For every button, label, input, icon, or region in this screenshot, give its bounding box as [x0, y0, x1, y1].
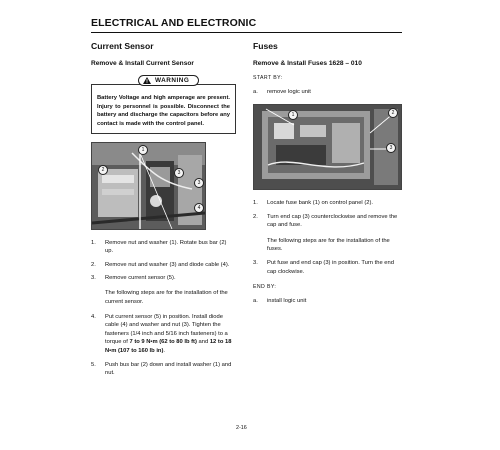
warning-text: Battery Voltage and high amperage are present. Injury to personnel is possible. Disconnect the battery and discharge the capacitors before any contact is made with the control panel. [91, 84, 236, 134]
step-number: 5. [91, 362, 96, 369]
step-text: remove logic unit [267, 89, 311, 95]
step-number: 1. [253, 200, 258, 207]
page-number: 2-16 [236, 425, 247, 431]
end-by-steps [253, 297, 401, 305]
torque-spec-1: 7 to 9 N•m (62 to 80 lb ft) [129, 339, 197, 346]
list-item [91, 239, 236, 256]
step-text: Remove nut and washer (3) and diode cable (4). [105, 261, 230, 268]
callout-3-a: 3 [174, 168, 184, 178]
step-number: 4. [91, 314, 96, 321]
step-letter: a. [253, 298, 258, 305]
section-title-current-sensor: Current Sensor [91, 41, 154, 51]
subsection-title-remove-install-current-sensor: Remove & Install Current Sensor [91, 60, 194, 67]
current-sensor-photo [91, 142, 206, 230]
fuse-installation-note: The following steps are for the installation of the fuses. [267, 237, 390, 252]
step-number: 3. [253, 260, 258, 267]
list-item [91, 313, 236, 355]
torque-spec-2: 12 to 18 N•m (107 to 160 lb in) [105, 339, 232, 354]
end-by-label: END BY: [253, 284, 277, 291]
page-header: ELECTRICAL AND ELECTRONIC [91, 17, 402, 33]
callout-3: 3 [386, 143, 396, 153]
step-text: Push bus bar (2) down and install washer (1) and nut. [105, 362, 232, 377]
fuse-bank-photo-image [254, 105, 401, 189]
step-number: 2. [91, 261, 96, 268]
warning-block [91, 77, 236, 134]
list-item [91, 274, 236, 282]
subsection-title-remove-install-fuses: Remove & Install Fuses 1628 – 010 [253, 60, 362, 67]
list-item [253, 259, 401, 276]
installation-note: The following steps are for the installation of the current sensor. [105, 290, 228, 305]
step-text: Remove nut and washer (1). Rotate bus bar (2) up. [105, 239, 227, 255]
step-text-joiner: and [196, 339, 210, 346]
callout-2: 2 [98, 165, 108, 175]
warning-label: WARNING [155, 77, 190, 84]
step-text-tail: . [163, 347, 166, 354]
step-text: Locate fuse bank (1) on control panel (2). [267, 200, 374, 207]
step-text: Put current sensor (5) in position. Install diode cable (4) and washer and nut (3). Tighten the fasteners (1/4 inch and 5/16 inch fasteners) to a torque of [105, 314, 228, 346]
current-sensor-photo-image [92, 143, 205, 229]
callout-1: 1 [288, 110, 298, 120]
step-number: 3. [91, 274, 96, 281]
fuse-bank-photo [253, 104, 402, 190]
warning-badge [138, 75, 199, 86]
start-by-label: START BY: [253, 75, 283, 81]
section-title-fuses: Fuses [253, 41, 278, 51]
list-item [91, 361, 236, 378]
fuse-installation-steps [253, 259, 401, 276]
step-text: install logic unit [267, 298, 307, 305]
callout-4: 4 [194, 203, 204, 213]
left-column [91, 34, 236, 378]
removal-steps [91, 239, 236, 283]
callout-3-b: 3 [194, 178, 204, 188]
step-text: Put fuse and end cap (3) in position. Turn the end cap clockwise. [267, 260, 394, 275]
list-item [253, 213, 401, 230]
list-item [253, 199, 401, 207]
callout-2: 2 [388, 108, 398, 118]
list-item [91, 261, 236, 269]
installation-steps [91, 313, 236, 378]
step-text: Remove current sensor (5). [105, 274, 176, 281]
step-text: Turn end cap (3) counterclockwise and remove the cap and fuse. [267, 213, 398, 229]
step-number: 1. [91, 239, 96, 246]
list-item [253, 88, 401, 96]
callout-1: 1 [138, 145, 148, 155]
warning-triangle-icon [143, 77, 151, 84]
right-column [253, 34, 401, 306]
step-number: 2. [253, 213, 258, 220]
list-item [253, 297, 401, 305]
fuse-removal-steps [253, 199, 401, 229]
step-letter: a. [253, 89, 258, 95]
start-by-steps [253, 88, 401, 96]
